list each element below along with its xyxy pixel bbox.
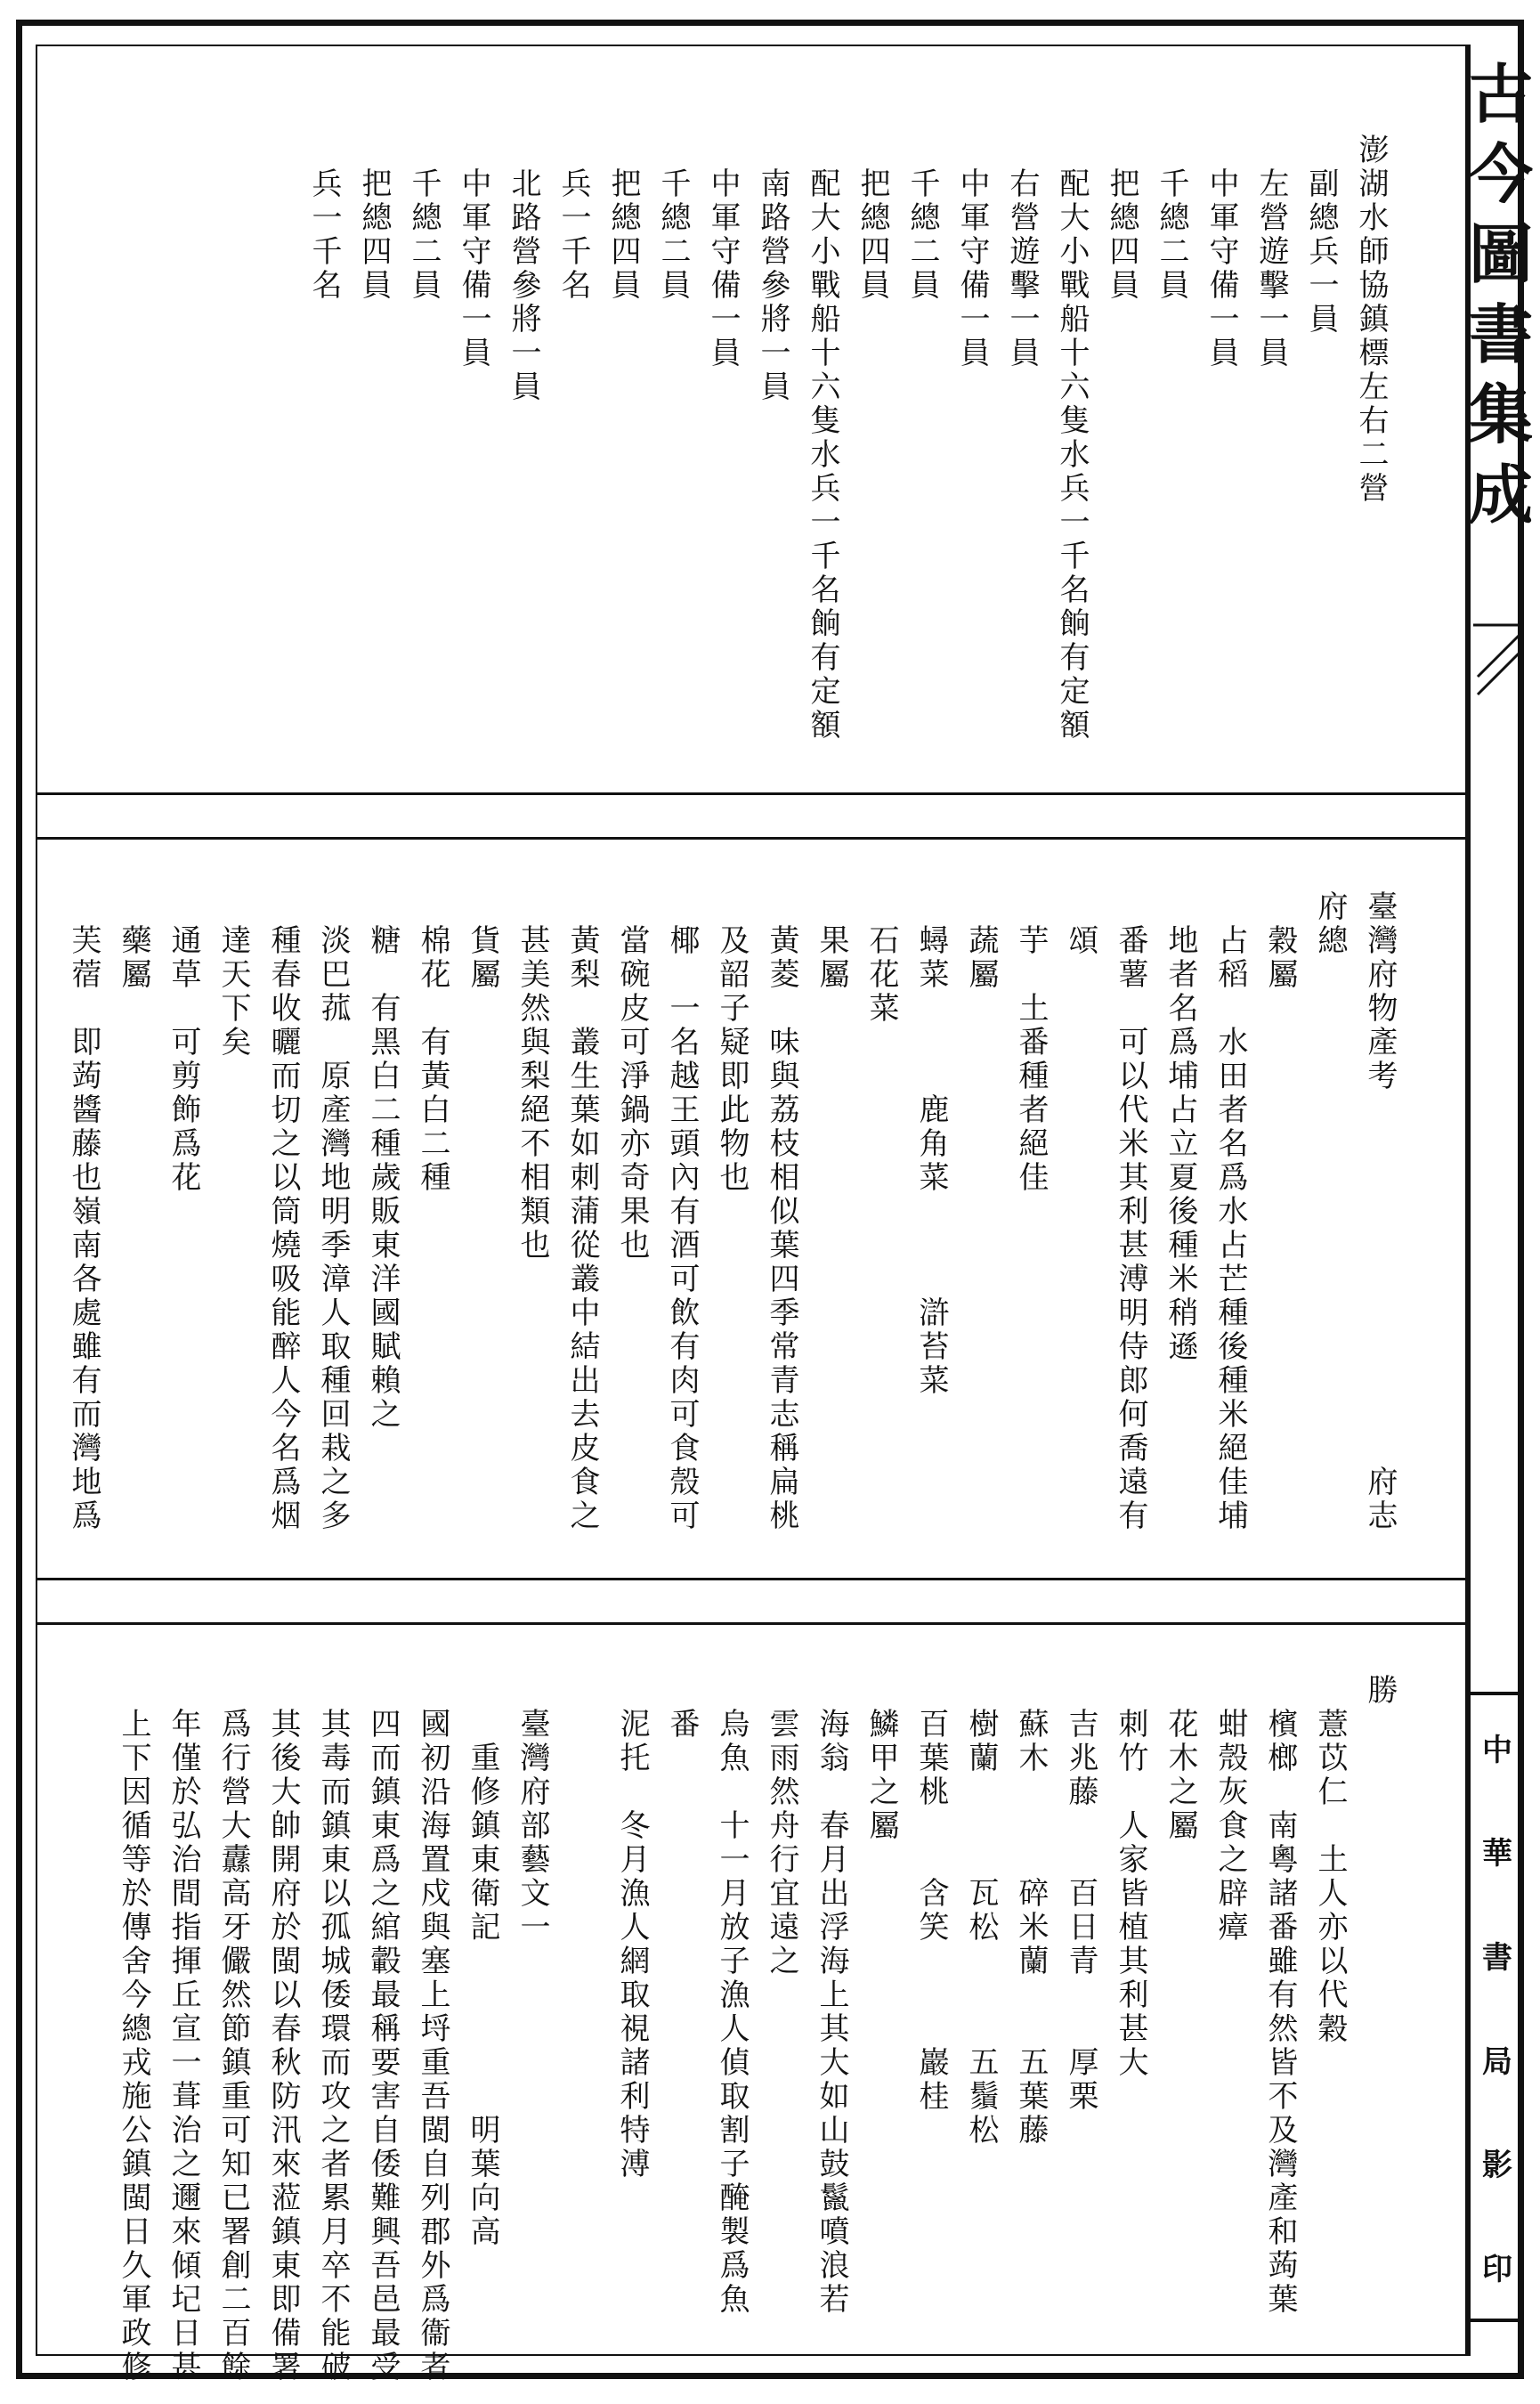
text-column: 把總四員 (855, 134, 890, 303)
text-column: 千總二員 (1154, 134, 1189, 303)
text-column: 蟳菜 鹿角菜 滸苔菜 (913, 890, 949, 1398)
text-column: 蚶殼灰食之辟瘴 (1212, 1674, 1248, 1945)
book-title-char: 今 (1469, 136, 1534, 212)
text-column: 及韶子疑即此物也 (714, 890, 750, 1195)
text-column: 北路營參將一員 (506, 134, 541, 404)
text-column: 椰 一名越王頭內有酒可飲有肉可食殼可 (664, 890, 700, 1533)
text-column: 勝 (1362, 1674, 1398, 1708)
text-column: 樹蘭 瓦松 五鬚松 (963, 1674, 999, 2148)
text-column: 澎湖水師協鎮標左右二營 (1353, 134, 1389, 506)
publisher-char: 影 (1482, 2148, 1512, 2184)
text-column: 中軍守備一員 (456, 134, 491, 370)
text-column: 配大小戰船十六隻水兵一千名餉有定額 (805, 134, 840, 743)
text-column: 國初沿海置戍與塞上埒重吾閩自列郡外爲衞者 (415, 1674, 450, 2384)
text-column: 黃菱 味與荔枝相似葉四季常青志稱扁桃 (764, 890, 799, 1533)
decorative-slash-lines (1473, 623, 1522, 730)
text-column: 重修鎮東衛記 明葉向高 (465, 1674, 500, 2249)
section-divider-bottom-2 (37, 1622, 1465, 1625)
text-column: 石花菜 (863, 890, 899, 1026)
text-column: 番 (664, 1674, 700, 1742)
text-column: 四而鎮東爲之綰轂最稱要害自倭難興吾邑最受 (365, 1674, 401, 2384)
book-title-char: 圖 (1469, 216, 1534, 292)
publisher-char: 華 (1482, 1836, 1512, 1872)
text-column: 其毒而鎮東以孤城倭環而攻之者累月卒不能破 (315, 1674, 351, 2384)
text-column: 貨屬 (465, 890, 500, 992)
text-column: 通草 可剪飾爲花 (166, 890, 201, 1195)
text-column: 府總 (1312, 890, 1348, 958)
text-column: 副總兵一員 (1303, 134, 1339, 337)
text-column: 種春收曬而切之以筒燒吸能醉人今名爲烟 (265, 890, 301, 1533)
text-column: 花木之屬 (1163, 1674, 1198, 1843)
products-columns (57, 890, 1403, 1576)
book-title-char: 書 (1469, 296, 1534, 372)
publisher-imprint (1471, 1692, 1524, 2322)
text-column: 薏苡仁 土人亦以代穀 (1312, 1674, 1348, 2046)
text-column: 南路營參將一員 (755, 134, 790, 404)
text-column: 右營遊擊一員 (1004, 134, 1040, 370)
text-column: 爲行營大纛高牙儼然節鎮重可知已署創二百餘 (215, 1674, 251, 2384)
text-column: 淡巴菰 原產灣地明季漳人取種回栽之多 (315, 890, 351, 1533)
text-column: 配大小戰船十六隻水兵一千名餉有定額 (1054, 134, 1090, 743)
publisher-char: 印 (1482, 2252, 1512, 2288)
text-column: 把總四員 (356, 134, 392, 303)
text-column: 地者名爲埔占立夏後種米稍遜 (1163, 890, 1198, 1364)
garrison-columns (297, 134, 1394, 788)
text-column: 穀屬 (1262, 890, 1298, 992)
text-column: 千總二員 (904, 134, 940, 303)
text-column: 檳榔 南粵諸番雖有然皆不及灣產和蒟葉 (1262, 1674, 1298, 2317)
text-column: 蔬屬 (963, 890, 999, 992)
text-column: 年僅於弘治間指揮丘宣一葺治之邇來傾圮日甚 (166, 1674, 201, 2384)
publisher-char: 書 (1482, 1940, 1512, 1977)
text-column: 上下因循等於傳舍今總戎施公鎮閩日久軍政修 (116, 1674, 151, 2384)
text-column: 把總四員 (1104, 134, 1139, 303)
text-column: 鱗甲之屬 (863, 1674, 899, 1843)
publisher-char: 中 (1482, 1732, 1512, 1768)
text-column: 千總二員 (406, 134, 442, 303)
text-column: 果屬 (814, 890, 849, 992)
text-column: 把總四員 (605, 134, 641, 303)
text-column: 蘇木 碎米蘭 五葉藤 (1013, 1674, 1049, 2148)
book-title-char: 成 (1469, 457, 1534, 532)
text-column: 泥托 冬月漁人網取視諸利特溥 (614, 1674, 650, 2181)
text-column: 兵一千名 (306, 134, 342, 303)
text-column: 當碗皮可淨鍋亦奇果也 (614, 890, 650, 1263)
products-section (37, 890, 1465, 1576)
text-column: 吉兆藤 百日青 厚栗 (1063, 1674, 1098, 2114)
section-divider-top (37, 792, 1465, 795)
garrison-section (37, 134, 1465, 788)
text-column: 頌 (1063, 890, 1098, 958)
text-column: 達天下矣 (215, 890, 251, 1060)
text-column: 甚美然與梨絕不相類也 (515, 890, 550, 1263)
section-divider-bottom (37, 1578, 1465, 1580)
text-column: 海翁 春月出浮海上其大如山鼓鬣噴浪若 (814, 1674, 849, 2317)
text-column: 番薯 可以代米其利甚溥明侍郎何喬遠有 (1113, 890, 1148, 1533)
text-column: 中軍守備一員 (954, 134, 990, 370)
text-column: 中軍守備一員 (705, 134, 741, 370)
publisher-char: 局 (1482, 2043, 1512, 2080)
text-column: 黃梨 叢生葉如刺蒲從叢中結出去皮食之 (564, 890, 600, 1533)
text-column: 雲雨然舟行宜遠之 (764, 1674, 799, 1978)
book-title-char: 集 (1469, 377, 1534, 452)
text-column: 占稻 水田者名爲水占芒種後種米絕佳埔 (1212, 890, 1248, 1533)
book-title (1469, 56, 1534, 623)
text-column: 刺竹 人家皆植其利甚大 (1113, 1674, 1148, 2080)
text-column (555, 1674, 605, 2359)
text-column: 千總二員 (655, 134, 691, 303)
text-column: 百葉桃 含笑 巖桂 (913, 1674, 949, 2114)
literature-section (37, 1674, 1465, 2384)
literature-columns (107, 1674, 1403, 2384)
text-column: 臺灣府部藝文一 (515, 1674, 550, 1945)
text-column: 兵一千名 (555, 134, 591, 303)
text-column: 中軍守備一員 (1204, 134, 1239, 370)
text-column: 棉花 有黃白二種 (415, 890, 450, 1195)
text-column: 臺灣府物產考 府志 (1362, 890, 1398, 1533)
text-column: 左營遊擊一員 (1253, 134, 1289, 370)
text-column: 芋 土番種者絕佳 (1013, 890, 1049, 1195)
book-title-char: 古 (1469, 56, 1534, 132)
section-divider-top-2 (37, 837, 1465, 840)
text-column: 糖 有黑白二種歲販東洋國賦賴之 (365, 890, 401, 1432)
text-column: 其後大帥開府於閩以春秋防汛來蒞鎮東即備署 (265, 1674, 301, 2384)
text-column: 芙蓿 即蒟醬藤也嶺南各處雖有而灣地爲 (66, 890, 101, 1533)
text-column: 烏魚 十一月放子漁人偵取割子醃製爲魚 (714, 1674, 750, 2317)
text-column: 藥屬 (116, 890, 151, 992)
